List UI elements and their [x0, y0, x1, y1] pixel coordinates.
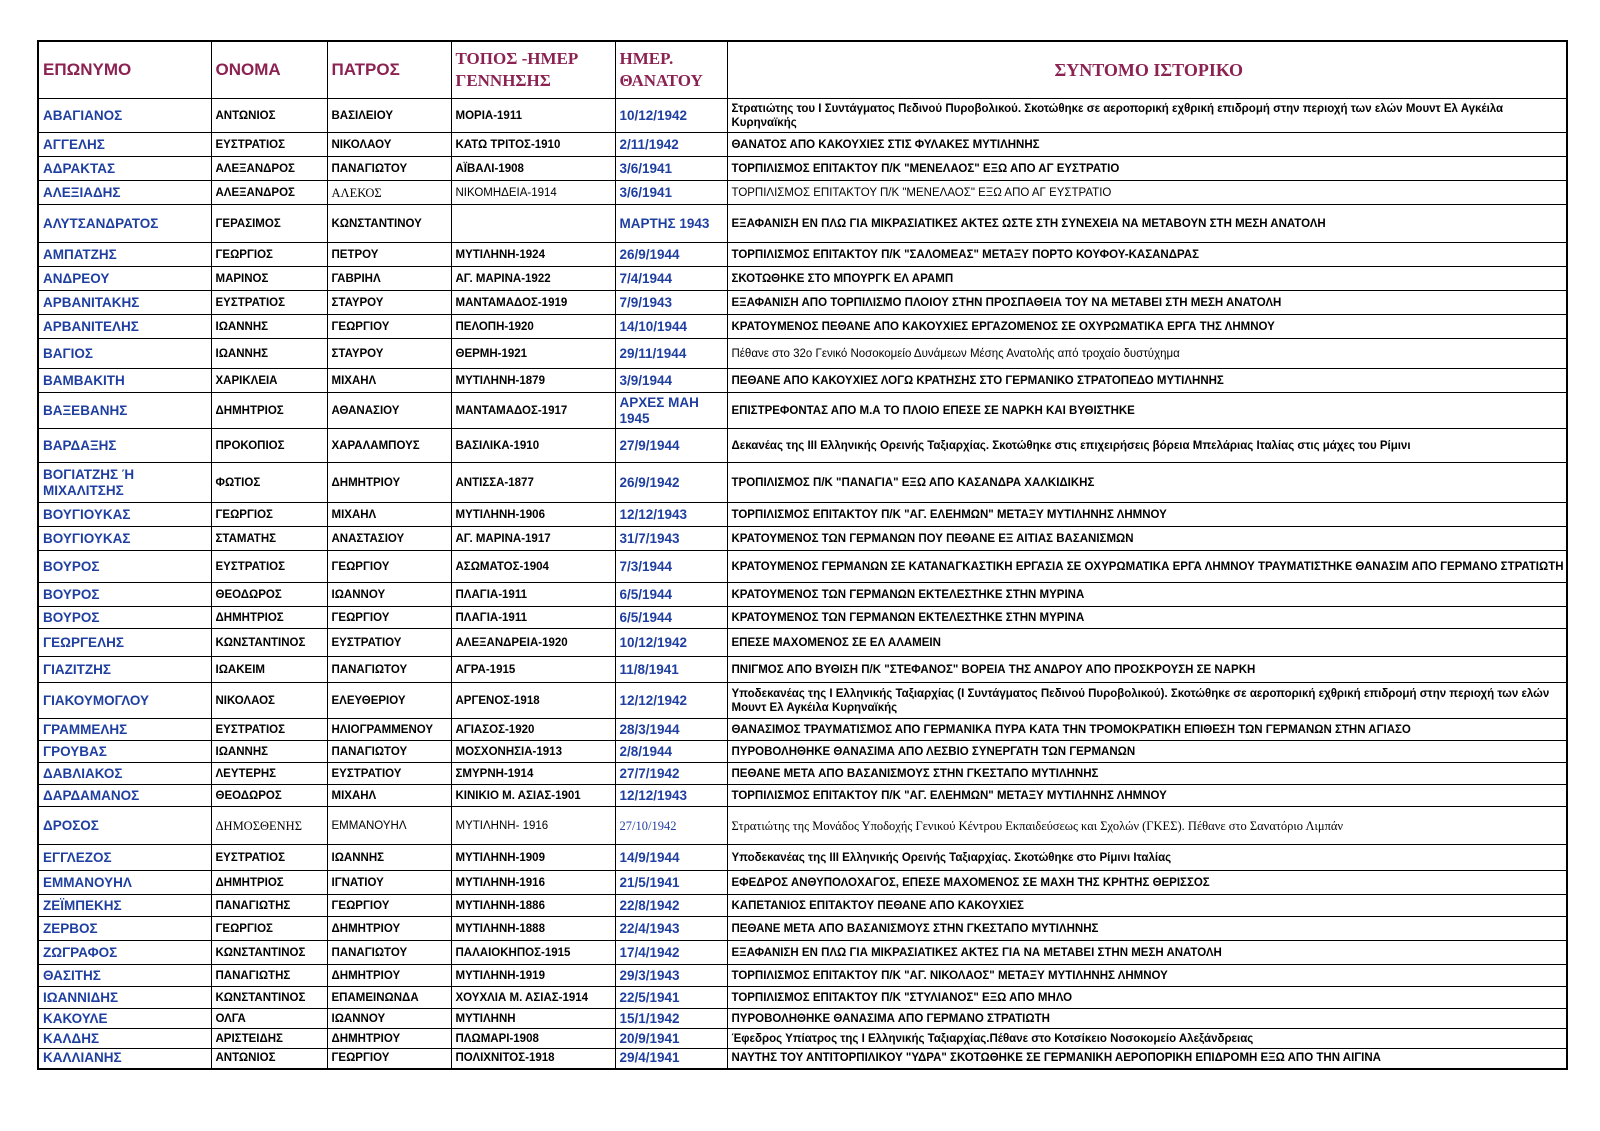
cell-father: ΓΕΩΡΓΙΟΥ	[327, 895, 451, 917]
cell-father: ΙΩΑΝΝΗΣ	[327, 845, 451, 871]
cell-birth: ΠΛΑΓΙΑ-1911	[451, 583, 615, 607]
table-row	[38, 941, 1567, 965]
table-row	[38, 267, 1567, 291]
cell-surname: ΒΑΞΕΒΑΝΗΣ	[38, 393, 211, 429]
cell-father: ΓΕΩΡΓΙΟΥ	[327, 315, 451, 339]
cell-name: ΙΩΑΝΝΗΣ	[211, 339, 327, 369]
cell-name: ΕΥΣΤΡΑΤΙΟΣ	[211, 291, 327, 315]
cell-father: ΕΥΣΤΡΑΤΙΟΥ	[327, 763, 451, 785]
cell-name: ΕΥΣΤΡΑΤΙΟΣ	[211, 551, 327, 583]
cell-father: ΕΜΜΑΝΟΥΗΛ	[327, 807, 451, 845]
table-row	[38, 1049, 1567, 1069]
cell-history: ΕΠΕΣΕ ΜΑΧΟΜΕΝΟΣ ΣΕ ΕΛ ΑΛΑΜΕΙΝ	[727, 629, 1567, 657]
table-row	[38, 99, 1567, 133]
cell-history: ΚΡΑΤΟΥΜΕΝΟΣ ΤΩΝ ΓΕΡΜΑΝΩΝ ΕΚΤΕΛΕΣΤΗΚΕ ΣΤΗΝ ΜΥΡΙΝΑ	[727, 583, 1567, 607]
cell-surname: ΓΕΩΡΓΕΛΗΣ	[38, 629, 211, 657]
cell-father: ΒΑΣΙΛΕΙΟΥ	[327, 99, 451, 133]
table-row	[38, 429, 1567, 463]
cell-death: 10/12/1942	[615, 99, 727, 133]
table-row	[38, 741, 1567, 763]
cell-birth: ΜΥΤΙΛΗΝΗ-1924	[451, 243, 615, 267]
cell-death: 10/12/1942	[615, 629, 727, 657]
cell-father: ΠΕΤΡΟΥ	[327, 243, 451, 267]
table-row	[38, 339, 1567, 369]
cell-father: ΓΕΩΡΓΙΟΥ	[327, 551, 451, 583]
cell-name: ΙΩΑΚΕΙΜ	[211, 657, 327, 683]
cell-name: ΕΥΣΤΡΑΤΙΟΣ	[211, 133, 327, 157]
cell-history: ΚΡΑΤΟΥΜΕΝΟΣ ΓΕΡΜΑΝΩΝ ΣΕ ΚΑΤΑΝΑΓΚΑΣΤΙΚΗ ΕΡΓΑΣΙΑ ΣΕ ΟΧΥΡΩΜΑΤΙΚΑ ΕΡΓΑ ΛΗΜΝΟΥ ΤΡΑΥΜΑΤΙΣΤΗΚΕ ΘΑΝΑΣΙΜ ΑΠΟ ΓΕΡΜΑΝΟ ΣΤΡΑΤΙΩΤΗ	[727, 551, 1567, 583]
cell-father: ΝΙΚΟΛΑΟΥ	[327, 133, 451, 157]
cell-name: ΠΡΟΚΟΠΙΟΣ	[211, 429, 327, 463]
cell-name: ΕΥΣΤΡΑΤΙΟΣ	[211, 845, 327, 871]
header-birth: ΤΟΠΟΣ -ΗΜΕΡ ΓΕΝΝΗΣΗΣ	[451, 41, 615, 99]
cell-surname: ΑΒΑΓΙΑΝΟΣ	[38, 99, 211, 133]
header-surname: ΕΠΩΝΥΜΟ	[38, 41, 211, 99]
cell-death: 29/11/1944	[615, 339, 727, 369]
cell-surname: ΒΑΓΙΟΣ	[38, 339, 211, 369]
table-row	[38, 463, 1567, 503]
cell-history: ΤΟΡΠΙΛΙΣΜΟΣ ΕΠΙΤΑΚΤΟΥ Π/Κ "ΣΑΛΟΜΕΑΣ" ΜΕΤΑΞΥ ΠΟΡΤΟ ΚΟΥΦΟΥ-ΚΑΣΑΝΔΡΑΣ	[727, 243, 1567, 267]
cell-history: Υποδεκανέας της Ι Ελληνικής Ταξιαρχίας (Ι Συντάγματος Πεδινού Πυροβολικού). Σκοτώθηκε σε αεροπορική εχθρική επιδρομή στην περιοχή των ελών Μουντ Ελ Αγκέιλα Κυρηναϊκής	[727, 683, 1567, 719]
cell-surname: ΕΓΓΛΕΖΟΣ	[38, 845, 211, 871]
cell-name: ΔΗΜΗΤΡΙΟΣ	[211, 871, 327, 895]
table-row	[38, 657, 1567, 683]
cell-death: 14/10/1944	[615, 315, 727, 339]
cell-birth: ΚΑΤΩ ΤΡΙΤΟΣ-1910	[451, 133, 615, 157]
cell-death: 21/5/1941	[615, 871, 727, 895]
cell-birth: ΜΟΡΙΑ-1911	[451, 99, 615, 133]
cell-birth: ΑΡΓΕΝΟΣ-1918	[451, 683, 615, 719]
cell-surname: ΒΑΜΒΑΚΙΤΗ	[38, 369, 211, 393]
cell-father: ΙΩΑΝΝΟΥ	[327, 1009, 451, 1029]
cell-surname: ΒΟΓΙΑΤΖΗΣ Ή ΜΙΧΑΛΙΤΣΗΣ	[38, 463, 211, 503]
cell-birth: ΒΑΣΙΛΙΚΑ-1910	[451, 429, 615, 463]
cell-surname: ΖΕΪΜΠΕΚΗΣ	[38, 895, 211, 917]
cell-surname: ΒΟΥΓΙΟΥΚΑΣ	[38, 527, 211, 551]
cell-birth: ΑΛΕΞΑΝΔΡΕΙΑ-1920	[451, 629, 615, 657]
table-row	[38, 291, 1567, 315]
cell-surname: ΔΡΟΣΟΣ	[38, 807, 211, 845]
cell-death: 27/9/1944	[615, 429, 727, 463]
cell-father: ΠΑΝΑΓΙΩΤΟΥ	[327, 941, 451, 965]
cell-death: 7/3/1944	[615, 551, 727, 583]
cell-death: 31/7/1943	[615, 527, 727, 551]
cell-name: ΛΕΥΤΕΡΗΣ	[211, 763, 327, 785]
cell-history: Δεκανέας της ΙΙΙ Ελληνικής Ορεινής Ταξιαρχίας. Σκοτώθηκε στις επιχειρήσεις βόρεια Μπελάριας Ιταλίας στις μάχες του Ρίμινι	[727, 429, 1567, 463]
cell-name: ΠΑΝΑΓΙΩΤΗΣ	[211, 895, 327, 917]
cell-history: ΠΕΘΑΝΕ ΜΕΤΑ ΑΠΟ ΒΑΣΑΝΙΣΜΟΥΣ ΣΤΗΝ ΓΚΕΣΤΑΠΟ ΜΥΤΙΛΗΝΗΣ	[727, 917, 1567, 941]
cell-father: ΕΥΣΤΡΑΤΙΟΥ	[327, 629, 451, 657]
table-row	[38, 583, 1567, 607]
cell-father: ΑΘΑΝΑΣΙΟΥ	[327, 393, 451, 429]
cell-birth: ΜΥΤΙΛΗΝΗ-1888	[451, 917, 615, 941]
cell-surname: ΑΡΒΑΝΙΤΑΚΗΣ	[38, 291, 211, 315]
cell-surname: ΑΜΠΑΤΖΗΣ	[38, 243, 211, 267]
cell-father: ΣΤΑΥΡΟΥ	[327, 291, 451, 315]
cell-birth: ΜΥΤΙΛΗΝΗ-1906	[451, 503, 615, 527]
cell-father: ΔΗΜΗΤΡΙΟΥ	[327, 1029, 451, 1049]
cell-history: ΤΟΡΠΙΛΙΣΜΟΣ ΕΠΙΤΑΚΤΟΥ Π/Κ "ΜΕΝΕΛΑΟΣ" ΕΞΩ ΑΠΟ ΑΓ ΕΥΣΤΡΑΤΙΟ	[727, 181, 1567, 205]
cell-birth: ΜΟΣΧΟΝΗΣΙΑ-1913	[451, 741, 615, 763]
cell-surname: ΑΛΕΞΙΑΔΗΣ	[38, 181, 211, 205]
header-row	[38, 41, 1567, 99]
cell-birth: ΜΑΝΤΑΜΑΔΟΣ-1919	[451, 291, 615, 315]
cell-father: ΓΕΩΡΓΙΟΥ	[327, 1049, 451, 1069]
cell-name: ΚΩΝΣΤΑΝΤΙΝΟΣ	[211, 987, 327, 1009]
table-row	[38, 527, 1567, 551]
cell-birth: ΜΥΤΙΛΗΝΗ	[451, 1009, 615, 1029]
cell-name: ΑΛΕΞΑΝΔΡΟΣ	[211, 181, 327, 205]
cell-name: ΑΝΤΩΝΙΟΣ	[211, 1049, 327, 1069]
cell-father: ΓΑΒΡΙΗΛ	[327, 267, 451, 291]
cell-father: ΠΑΝΑΓΙΩΤΟΥ	[327, 157, 451, 181]
cell-birth: ΑΓΙΑΣΟΣ-1920	[451, 719, 615, 741]
cell-surname: ΔΑΒΛΙΑΚΟΣ	[38, 763, 211, 785]
cell-death: 22/8/1942	[615, 895, 727, 917]
cell-surname: ΒΟΥΡΟΣ	[38, 551, 211, 583]
cell-name: ΘΕΟΔΩΡΟΣ	[211, 785, 327, 807]
cell-name: ΓΕΩΡΓΙΟΣ	[211, 503, 327, 527]
cell-father: ΗΛΙΟΓΡΑΜΜΕΝΟΥ	[327, 719, 451, 741]
cell-death: 22/4/1943	[615, 917, 727, 941]
cell-birth: ΑΓΡΑ-1915	[451, 657, 615, 683]
cell-surname: ΒΟΥΓΙΟΥΚΑΣ	[38, 503, 211, 527]
table-row	[38, 895, 1567, 917]
cell-birth: ΑΝΤΙΣΣΑ-1877	[451, 463, 615, 503]
cell-birth: ΑΓ. ΜΑΡΙΝΑ-1922	[451, 267, 615, 291]
cell-birth: ΠΟΛΙΧΝΙΤΟΣ-1918	[451, 1049, 615, 1069]
cell-birth: ΧΟΥΧΛΙΑ Μ. ΑΣΙΑΣ-1914	[451, 987, 615, 1009]
table-row	[38, 205, 1567, 243]
cell-history: ΚΡΑΤΟΥΜΕΝΟΣ ΤΩΝ ΓΕΡΜΑΝΩΝ ΠΟΥ ΠΕΘΑΝΕ ΕΞ ΑΙΤΙΑΣ ΒΑΣΑΝΙΣΜΩΝ	[727, 527, 1567, 551]
cell-father: ΔΗΜΗΤΡΙΟΥ	[327, 917, 451, 941]
cell-death: 2/11/1942	[615, 133, 727, 157]
cell-surname: ΚΑΛΔΗΣ	[38, 1029, 211, 1049]
cell-father: ΜΙΧΑΗΛ	[327, 785, 451, 807]
cell-birth: ΠΛΑΓΙΑ-1911	[451, 607, 615, 629]
table-row	[38, 807, 1567, 845]
cell-surname: ΖΩΓΡΑΦΟΣ	[38, 941, 211, 965]
cell-birth: ΜΥΤΙΛΗΝΗ-1879	[451, 369, 615, 393]
header-death: ΗΜΕΡ. ΘΑΝΑΤΟΥ	[615, 41, 727, 99]
cell-history: Πέθανε στο 32ο Γενικό Νοσοκομείο Δυνάμεων Μέσης Ανατολής από τροχαίο δυστύχημα	[727, 339, 1567, 369]
cell-death: 6/5/1944	[615, 607, 727, 629]
table-row	[38, 315, 1567, 339]
cell-history: ΘΑΝΑΤΟΣ ΑΠΟ ΚΑΚΟΥΧΙΕΣ ΣΤΙΣ ΦΥΛΑΚΕΣ ΜΥΤΙΛΗΝΗΣ	[727, 133, 1567, 157]
cell-surname: ΕΜΜΑΝΟΥΗΛ	[38, 871, 211, 895]
cell-surname: ΑΛΥΤΣΑΝΔΡΑΤΟΣ	[38, 205, 211, 243]
cell-name: ΠΑΝΑΓΙΩΤΗΣ	[211, 965, 327, 987]
cell-history: ΠΥΡΟΒΟΛΗΘΗΚΕ ΘΑΝΑΣΙΜΑ ΑΠΟ ΓΕΡΜΑΝΟ ΣΤΡΑΤΙΩΤΗ	[727, 1009, 1567, 1029]
cell-birth: ΚΙΝΙΚΙΟ Μ. ΑΣΙΑΣ-1901	[451, 785, 615, 807]
cell-name: ΓΕΡΑΣΙΜΟΣ	[211, 205, 327, 243]
cell-birth: ΠΑΛΑΙΟΚΗΠΟΣ-1915	[451, 941, 615, 965]
cell-birth: ΜΑΝΤΑΜΑΔΟΣ-1917	[451, 393, 615, 429]
cell-birth: ΜΥΤΙΛΗΝΗ-1886	[451, 895, 615, 917]
cell-birth: ΘΕΡΜΗ-1921	[451, 339, 615, 369]
cell-death: 27/7/1942	[615, 763, 727, 785]
cell-surname: ΘΑΣΙΤΗΣ	[38, 965, 211, 987]
table-row	[38, 965, 1567, 987]
cell-name: ΓΕΩΡΓΙΟΣ	[211, 243, 327, 267]
cell-father: ΔΗΜΗΤΡΙΟΥ	[327, 463, 451, 503]
cell-history: ΤΟΡΠΙΛΙΣΜΟΣ ΕΠΙΤΑΚΤΟΥ Π/Κ "ΑΓ. ΕΛΕΗΜΩΝ" ΜΕΤΑΞΥ ΜΥΤΙΛΗΝΗΣ ΛΗΜΝΟΥ	[727, 503, 1567, 527]
table-row	[38, 719, 1567, 741]
cell-history: ΚΑΠΕΤΑΝΙΟΣ ΕΠΙΤΑΚΤΟΥ ΠΕΘΑΝΕ ΑΠΟ ΚΑΚΟΥΧΙΕΣ	[727, 895, 1567, 917]
cell-name: ΘΕΟΔΩΡΟΣ	[211, 583, 327, 607]
cell-history: ΕΞΑΦΑΝΙΣΗ ΕΝ ΠΛΩ ΓΙΑ ΜΙΚΡΑΣΙΑΤΙΚΕΣ ΑΚΤΕΣ ΩΣΤΕ ΣΤΗ ΣΥΝΕΧΕΙΑ ΝΑ ΜΕΤΑΒΟΥΝ ΣΤΗ ΜΕΣΗ ΑΝΑΤΟΛΗ	[727, 205, 1567, 243]
cell-surname: ΓΙΑΚΟΥΜΟΓΛΟΥ	[38, 683, 211, 719]
cell-history: ΠΝΙΓΜΟΣ ΑΠΟ ΒΥΘΙΣΗ Π/Κ "ΣΤΕΦΑΝΟΣ" ΒΟΡΕΙΑ ΤΗΣ ΑΝΔΡΟΥ ΑΠΟ ΠΡΟΣΚΡΟΥΣΗ ΣΕ ΝΑΡΚΗ	[727, 657, 1567, 683]
table-row	[38, 133, 1567, 157]
cell-birth: ΜΥΤΙΛΗΝΗ-1919	[451, 965, 615, 987]
cell-surname: ΓΡΟΥΒΑΣ	[38, 741, 211, 763]
cell-death: 12/12/1942	[615, 683, 727, 719]
cell-death: 7/9/1943	[615, 291, 727, 315]
cell-surname: ΒΟΥΡΟΣ	[38, 583, 211, 607]
cell-death: 11/8/1941	[615, 657, 727, 683]
cell-history: ΚΡΑΤΟΥΜΕΝΟΣ ΠΕΘΑΝΕ ΑΠΟ ΚΑΚΟΥΧΙΕΣ ΕΡΓΑΖΟΜΕΝΟΣ ΣΕ ΟΧΥΡΩΜΑΤΙΚΑ ΕΡΓΑ ΤΗΣ ΛΗΜΝΟΥ	[727, 315, 1567, 339]
cell-death: 17/4/1942	[615, 941, 727, 965]
cell-father: ΕΛΕΥΘΕΡΙΟΥ	[327, 683, 451, 719]
cell-history: ΤΡΟΠΙΛΙΣΜΟΣ Π/Κ "ΠΑΝΑΓΙΑ" ΕΞΩ ΑΠΟ ΚΑΣΑΝΔΡΑ ΧΑΛΚΙΔΙΚΗΣ	[727, 463, 1567, 503]
header-name: ΟΝΟΜΑ	[211, 41, 327, 99]
cell-father: ΑΛΕΚΟΣ	[327, 181, 451, 205]
cell-history: ΝΑΥΤΗΣ ΤΟΥ ΑΝΤΙΤΟΡΠΙΛΙΚΟΥ "ΥΔΡΑ" ΣΚΟΤΩΘΗΚΕ ΣΕ ΓΕΡΜΑΝΙΚΗ ΑΕΡΟΠΟΡΙΚΗ ΕΠΙΔΡΟΜΗ ΕΞΩ ΑΠΟ ΤΗΝ ΑΙΓΙΝΑ	[727, 1049, 1567, 1069]
cell-name: ΔΗΜΗΤΡΙΟΣ	[211, 393, 327, 429]
table-row	[38, 917, 1567, 941]
cell-name: ΙΩΑΝΝΗΣ	[211, 741, 327, 763]
cell-death: ΑΡΧΕΣ ΜΑΗ 1945	[615, 393, 727, 429]
cell-name: ΕΥΣΤΡΑΤΙΟΣ	[211, 719, 327, 741]
cell-history: ΣΚΟΤΩΘΗΚΕ ΣΤΟ ΜΠΟΥΡΓΚ ΕΛ ΑΡΑΜΠ	[727, 267, 1567, 291]
cell-surname: ΖΕΡΒΟΣ	[38, 917, 211, 941]
cell-birth: ΜΥΤΙΛΗΝΗ-1909	[451, 845, 615, 871]
cell-surname: ΒΑΡΔΑΞΗΣ	[38, 429, 211, 463]
cell-death: 14/9/1944	[615, 845, 727, 871]
cell-birth: ΠΕΛΟΠΗ-1920	[451, 315, 615, 339]
cell-history: Στρατιώτης της Μονάδος Υποδοχής Γενικού Κέντρου Εκπαιδεύσεως και Σχολών (ΓΚΕΣ). Πέθανε στο Σανατόριο Λιμπάν	[727, 807, 1567, 845]
cell-father: ΓΕΩΡΓΙΟΥ	[327, 607, 451, 629]
cell-father: ΔΗΜΗΤΡΙΟΥ	[327, 965, 451, 987]
cell-name: ΚΩΝΣΤΑΝΤΙΝΟΣ	[211, 629, 327, 657]
table-row	[38, 763, 1567, 785]
cell-history: ΚΡΑΤΟΥΜΕΝΟΣ ΤΩΝ ΓΕΡΜΑΝΩΝ ΕΚΤΕΛΕΣΤΗΚΕ ΣΤΗΝ ΜΥΡΙΝΑ	[727, 607, 1567, 629]
cell-surname: ΓΙΑΖΙΤΖΗΣ	[38, 657, 211, 683]
cell-name: ΚΩΝΣΤΑΝΤΙΝΟΣ	[211, 941, 327, 965]
cell-name: ΜΑΡΙΝΟΣ	[211, 267, 327, 291]
cell-history: Υποδεκανέας της ΙΙΙ Ελληνικής Ορεινής Ταξιαρχίας. Σκοτώθηκε στο Ρίμινι Ιταλίας	[727, 845, 1567, 871]
table-row	[38, 369, 1567, 393]
cell-father: ΣΤΑΥΡΟΥ	[327, 339, 451, 369]
table-row	[38, 1029, 1567, 1049]
cell-death: 15/1/1942	[615, 1009, 727, 1029]
table-row	[38, 845, 1567, 871]
table-row	[38, 607, 1567, 629]
cell-name: ΑΛΕΞΑΝΔΡΟΣ	[211, 157, 327, 181]
cell-father: ΑΝΑΣΤΑΣΙΟΥ	[327, 527, 451, 551]
cell-history: ΠΥΡΟΒΟΛΗΘΗΚΕ ΘΑΝΑΣΙΜΑ ΑΠΟ ΛΕΣΒΙΟ ΣΥΝΕΡΓΑΤΗ ΤΩΝ ΓΕΡΜΑΝΩΝ	[727, 741, 1567, 763]
cell-father: ΚΩΝΣΤΑΝΤΙΝΟΥ	[327, 205, 451, 243]
cell-name: ΑΝΤΩΝΙΟΣ	[211, 99, 327, 133]
table-row	[38, 243, 1567, 267]
cell-birth: ΠΛΩΜΑΡΙ-1908	[451, 1029, 615, 1049]
cell-death: 29/4/1941	[615, 1049, 727, 1069]
cell-birth: ΑΣΩΜΑΤΟΣ-1904	[451, 551, 615, 583]
table-row	[38, 987, 1567, 1009]
cell-name: ΔΗΜΟΣΘΕΝΗΣ	[211, 807, 327, 845]
cell-birth: ΑΪΒΑΛΙ-1908	[451, 157, 615, 181]
cell-name: ΓΕΩΡΓΙΟΣ	[211, 917, 327, 941]
cell-name: ΔΗΜΗΤΡΙΟΣ	[211, 607, 327, 629]
cell-name: ΙΩΑΝΝΗΣ	[211, 315, 327, 339]
cell-birth: ΜΥΤΙΛΗΝΗ-1916	[451, 871, 615, 895]
table-row	[38, 157, 1567, 181]
header-father: ΠΑΤΡΟΣ	[327, 41, 451, 99]
cell-death: 28/3/1944	[615, 719, 727, 741]
header-history: ΣΥΝΤΟΜΟ ΙΣΤΟΡΙΚΟ	[727, 41, 1567, 99]
cell-history: ΠΕΘΑΝΕ ΑΠΟ ΚΑΚΟΥΧΙΕΣ ΛΟΓΩ ΚΡΑΤΗΣΗΣ ΣΤΟ ΓΕΡΜΑΝΙΚΟ ΣΤΡΑΤΟΠΕΔΟ ΜΥΤΙΛΗΝΗΣ	[727, 369, 1567, 393]
table-row	[38, 393, 1567, 429]
table-row	[38, 871, 1567, 895]
table-row	[38, 551, 1567, 583]
cell-death: 2/8/1944	[615, 741, 727, 763]
cell-father: ΕΠΑΜΕΙΝΩΝΔΑ	[327, 987, 451, 1009]
cell-death: 26/9/1942	[615, 463, 727, 503]
cell-name: ΦΩΤΙΟΣ	[211, 463, 327, 503]
cell-death: 6/5/1944	[615, 583, 727, 607]
cell-name: ΣΤΑΜΑΤΗΣ	[211, 527, 327, 551]
memorial-table	[37, 40, 1568, 1070]
cell-history: ΕΞΑΦΑΝΙΣΗ ΕΝ ΠΛΩ ΓΙΑ ΜΙΚΡΑΣΙΑΤΙΚΕΣ ΑΚΤΕΣ ΓΙΑ ΝΑ ΜΕΤΑΒΕΙ ΣΤΗΝ ΜΕΣΗ ΑΝΑΤΟΛΗ	[727, 941, 1567, 965]
cell-death: 22/5/1941	[615, 987, 727, 1009]
cell-history: ΘΑΝΑΣΙΜΟΣ ΤΡΑΥΜΑΤΙΣΜΟΣ ΑΠΟ ΓΕΡΜΑΝΙΚΑ ΠΥΡΑ ΚΑΤΑ ΤΗΝ ΤΡΟΜΟΚΡΑΤΙΚΗ ΕΠΙΘΕΣΗ ΤΩΝ ΓΕΡΜΑΝΩΝ ΣΤΗΝ ΑΓΙΑΣΟ	[727, 719, 1567, 741]
cell-death: 27/10/1942	[615, 807, 727, 845]
cell-name: ΑΡΙΣΤΕΙΔΗΣ	[211, 1029, 327, 1049]
cell-name: ΧΑΡΙΚΛΕΙΑ	[211, 369, 327, 393]
cell-surname: ΙΩΑΝΝΙΔΗΣ	[38, 987, 211, 1009]
cell-history: Στρατιώτης του Ι Συντάγματος Πεδινού Πυροβολικού. Σκοτώθηκε σε αεροπορική εχθρική επιδρομή στην περιοχή των ελών Μουντ Ελ Αγκέιλα Κυρηναϊκής	[727, 99, 1567, 133]
cell-death: 3/6/1941	[615, 181, 727, 205]
cell-surname: ΓΡΑΜΜΕΛΗΣ	[38, 719, 211, 741]
cell-surname: ΔΑΡΔΑΜΑΝΟΣ	[38, 785, 211, 807]
cell-birth: ΑΓ. ΜΑΡΙΝΑ-1917	[451, 527, 615, 551]
cell-name: ΟΛΓΑ	[211, 1009, 327, 1029]
cell-history: ΕΞΑΦΑΝΙΣΗ ΑΠΟ ΤΟΡΠΙΛΙΣΜΟ ΠΛΟΙΟΥ ΣΤΗΝ ΠΡΟΣΠΑΘΕΙΑ ΤΟΥ ΝΑ ΜΕΤΑΒΕΙ ΣΤΗ ΜΕΣΗ ΑΝΑΤΟΛΗ	[727, 291, 1567, 315]
cell-birth	[451, 205, 615, 243]
cell-birth: ΜΥΤΙΛΗΝΗ- 1916	[451, 807, 615, 845]
table-row	[38, 503, 1567, 527]
cell-history: ΕΦΕΔΡΟΣ ΑΝΘΥΠΟΛΟΧΑΓΟΣ, ΕΠΕΣΕ ΜΑΧΟΜΕΝΟΣ ΣΕ ΜΑΧΗ ΤΗΣ ΚΡΗΤΗΣ ΘΕΡΙΣΣΟΣ	[727, 871, 1567, 895]
cell-surname: ΑΝΔΡΕΟΥ	[38, 267, 211, 291]
cell-history: Έφεδρος Υπίατρος της Ι Ελληνικής Ταξιαρχίας.Πέθανε στο Κοτσίκειο Νοσοκομείο Αλεξάνδρειας	[727, 1029, 1567, 1049]
cell-death: 20/9/1941	[615, 1029, 727, 1049]
cell-history: ΠΕΘΑΝΕ ΜΕΤΑ ΑΠΟ ΒΑΣΑΝΙΣΜΟΥΣ ΣΤΗΝ ΓΚΕΣΤΑΠΟ ΜΥΤΙΛΗΝΗΣ	[727, 763, 1567, 785]
cell-father: ΠΑΝΑΓΙΩΤΟΥ	[327, 741, 451, 763]
table-row	[38, 181, 1567, 205]
cell-birth: ΣΜΥΡΝΗ-1914	[451, 763, 615, 785]
cell-death: 3/6/1941	[615, 157, 727, 181]
cell-death: 26/9/1944	[615, 243, 727, 267]
cell-death: 12/12/1943	[615, 785, 727, 807]
cell-death: 7/4/1944	[615, 267, 727, 291]
cell-history: ΤΟΡΠΙΛΙΣΜΟΣ ΕΠΙΤΑΚΤΟΥ Π/Κ "ΣΤΥΛΙΑΝΟΣ" ΕΞΩ ΑΠΟ ΜΗΛΟ	[727, 987, 1567, 1009]
cell-death: 3/9/1944	[615, 369, 727, 393]
cell-surname: ΚΑΚΟΥΛΕ	[38, 1009, 211, 1029]
cell-name: ΝΙΚΟΛΑΟΣ	[211, 683, 327, 719]
cell-father: ΧΑΡΑΛΑΜΠΟΥΣ	[327, 429, 451, 463]
cell-history: ΤΟΡΠΙΛΙΣΜΟΣ ΕΠΙΤΑΚΤΟΥ Π/Κ "ΑΓ. ΕΛΕΗΜΩΝ" ΜΕΤΑΞΥ ΜΥΤΙΛΗΝΗΣ ΛΗΜΝΟΥ	[727, 785, 1567, 807]
cell-father: ΙΩΑΝΝΟΥ	[327, 583, 451, 607]
cell-history: ΤΟΡΠΙΛΙΣΜΟΣ ΕΠΙΤΑΚΤΟΥ Π/Κ "ΜΕΝΕΛΑΟΣ" ΕΞΩ ΑΠΟ ΑΓ ΕΥΣΤΡΑΤΙΟ	[727, 157, 1567, 181]
cell-history: ΕΠΙΣΤΡΕΦΟΝΤΑΣ ΑΠΟ Μ.Α ΤΟ ΠΛΟΙΟ ΕΠΕΣΕ ΣΕ ΝΑΡΚΗ ΚΑΙ ΒΥΘΙΣΤΗΚΕ	[727, 393, 1567, 429]
cell-death: ΜΑΡΤΗΣ 1943	[615, 205, 727, 243]
cell-birth: ΝΙΚΟΜΗΔΕΙΑ-1914	[451, 181, 615, 205]
table-row	[38, 1009, 1567, 1029]
cell-surname: ΒΟΥΡΟΣ	[38, 607, 211, 629]
cell-surname: ΚΑΛΛΙΑΝΗΣ	[38, 1049, 211, 1069]
table-row	[38, 785, 1567, 807]
cell-death: 29/3/1943	[615, 965, 727, 987]
cell-surname: ΑΓΓΕΛΗΣ	[38, 133, 211, 157]
cell-father: ΠΑΝΑΓΙΩΤΟΥ	[327, 657, 451, 683]
cell-surname: ΑΡΒΑΝΙΤΕΛΗΣ	[38, 315, 211, 339]
table-row	[38, 683, 1567, 719]
cell-death: 12/12/1943	[615, 503, 727, 527]
cell-history: ΤΟΡΠΙΛΙΣΜΟΣ ΕΠΙΤΑΚΤΟΥ Π/Κ "ΑΓ. ΝΙΚΟΛΑΟΣ" ΜΕΤΑΞΥ ΜΥΤΙΛΗΝΗΣ ΛΗΜΝΟΥ	[727, 965, 1567, 987]
cell-father: ΙΓΝΑΤΙΟΥ	[327, 871, 451, 895]
cell-father: ΜΙΧΑΗΛ	[327, 503, 451, 527]
cell-surname: ΑΔΡΑΚΤΑΣ	[38, 157, 211, 181]
table-row	[38, 629, 1567, 657]
cell-father: ΜΙΧΑΗΛ	[327, 369, 451, 393]
